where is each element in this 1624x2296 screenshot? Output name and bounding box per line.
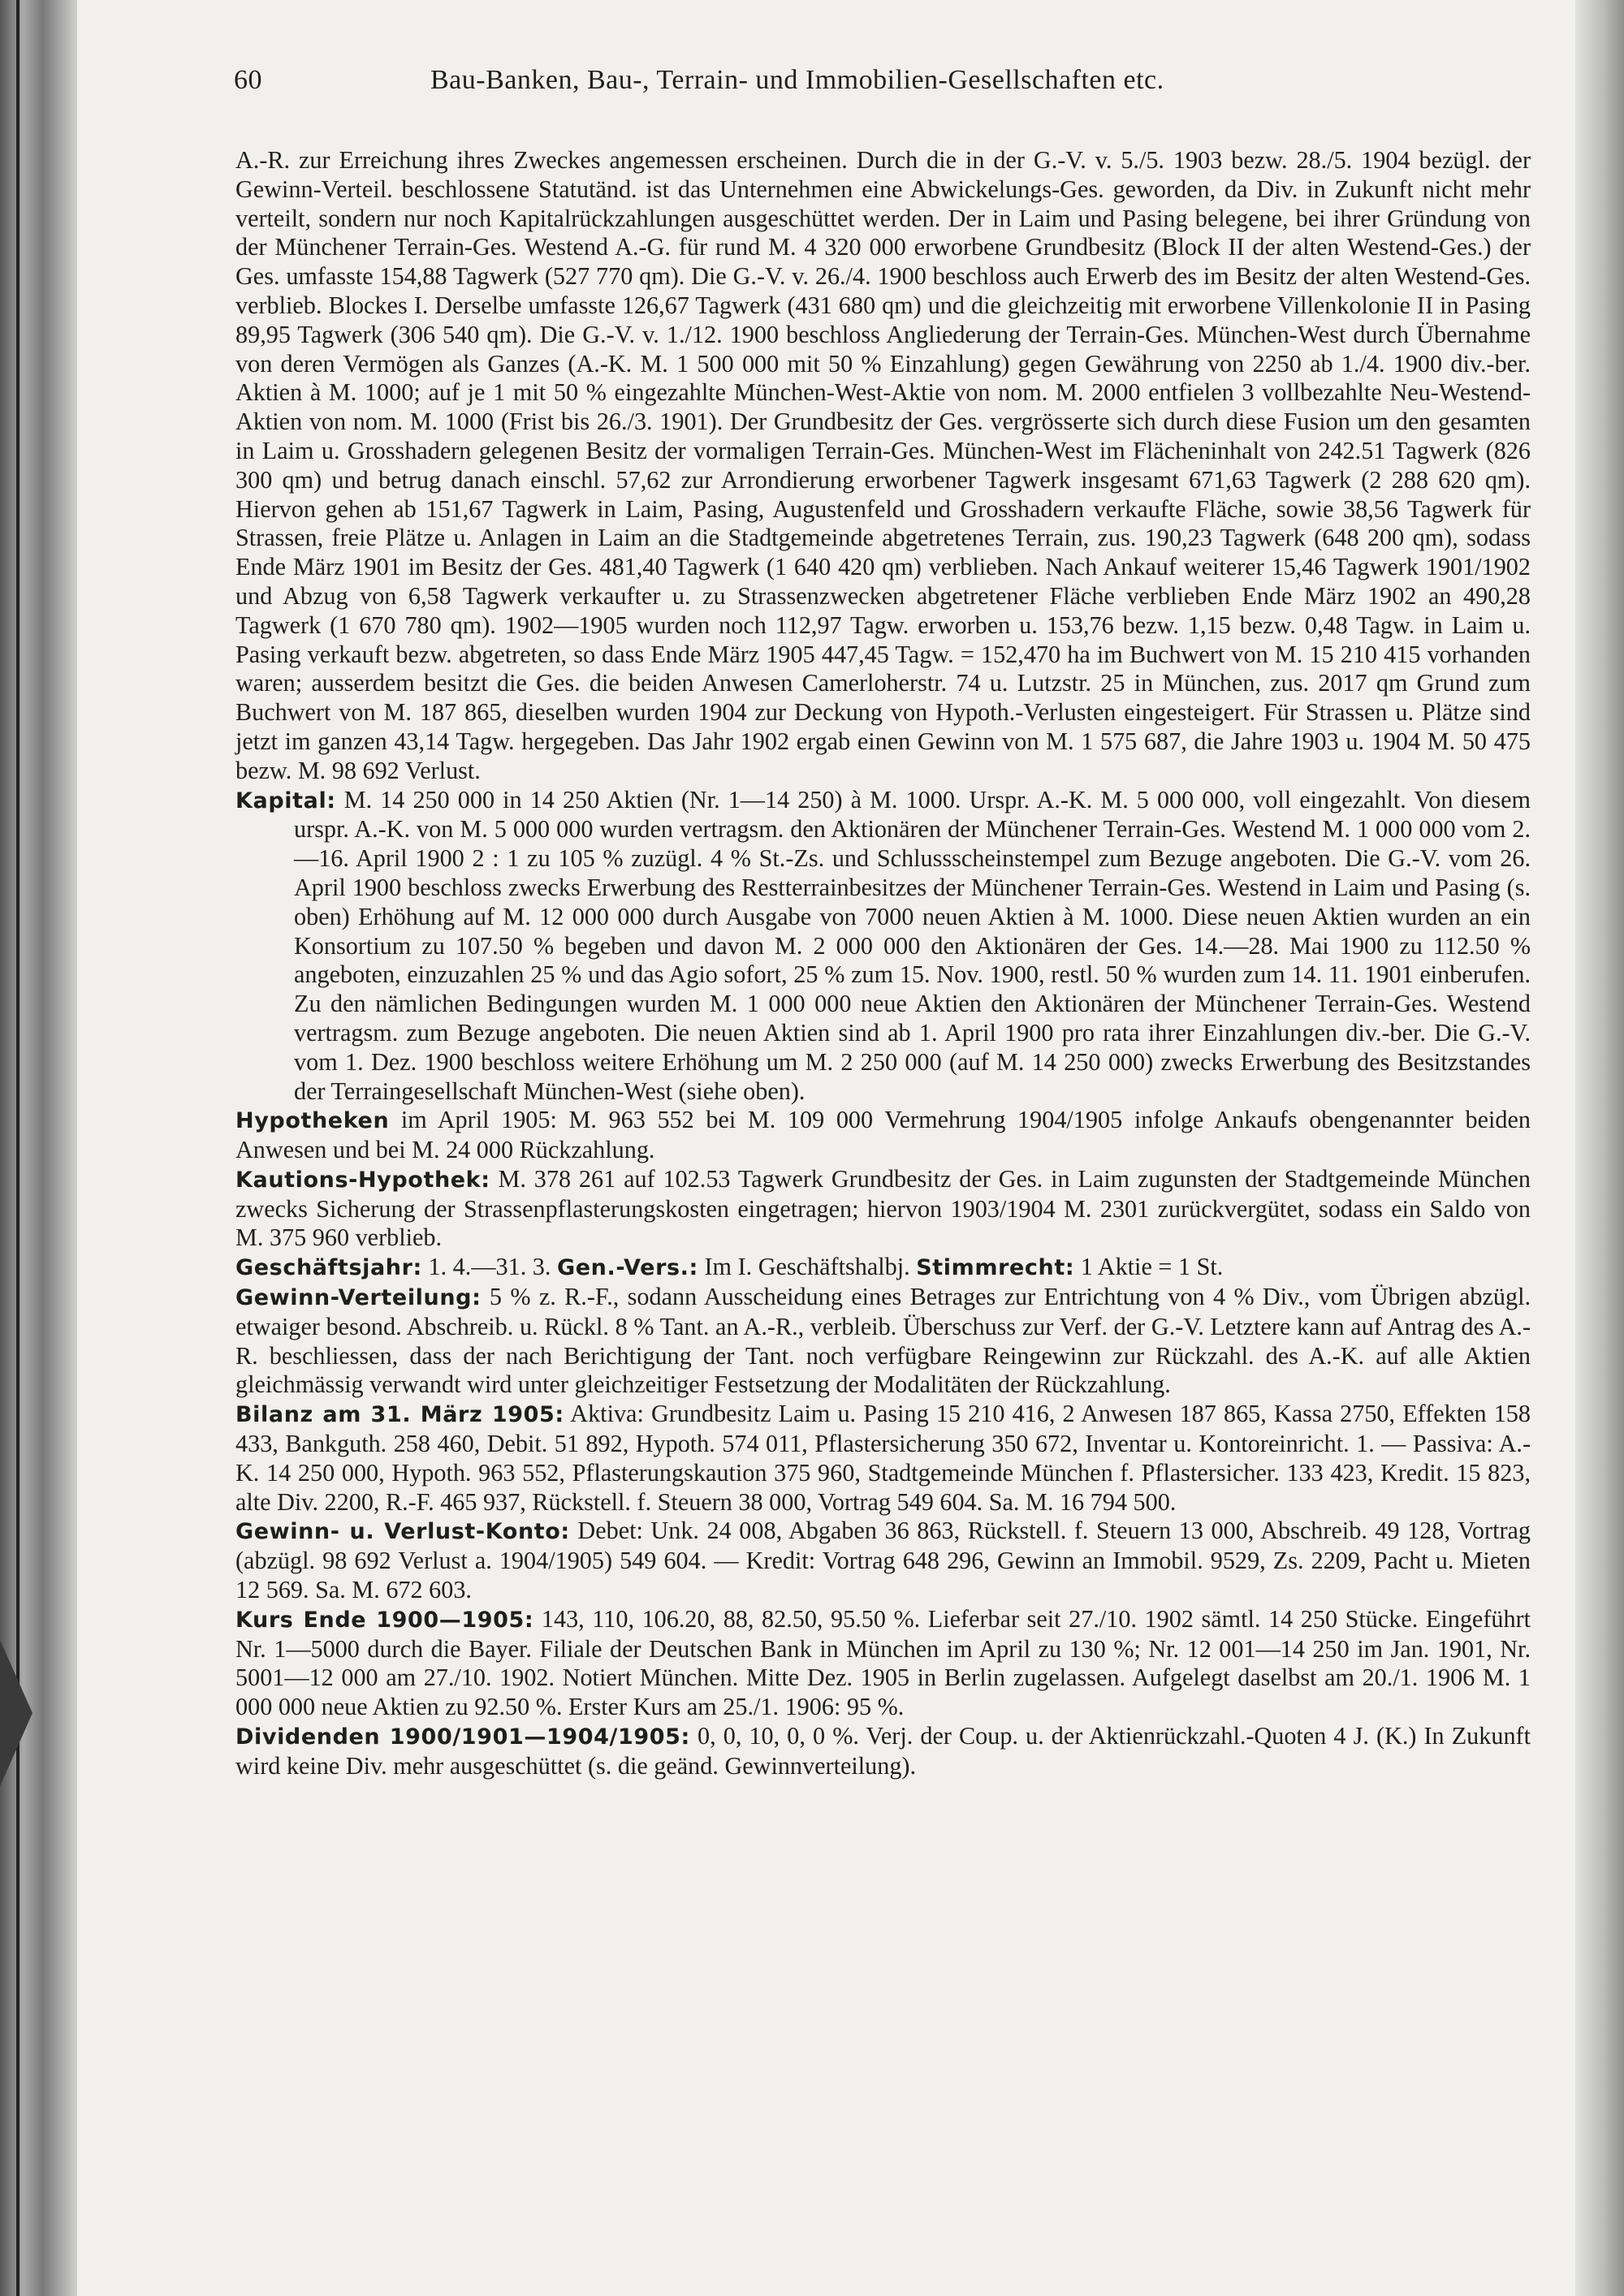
genvers-label: Gen.-Vers.: — [556, 1255, 698, 1281]
page-content — [235, 65, 1531, 1781]
kurs-text: 143, 110, 106.20, 88, 82.50, 95.50 %. Lieferbar seit 27./10. 1902 sämtl. 14 250 Stücke. Eingeführt Nr. 1—5000 durch die Bayer. Filiale der Deutschen Bank in München im April zu 130 %; Nr. 12 001—14 250 im Jan. 1901, Nr. 5001—12 000 am 27./10. 1902. Notiert München. Mitte Dez. 1905 in Berlin zugelassen. Aufgelegt daselbst am 20./1. 1906 M. 1 000 000 neue Aktien zu 92.50 %. Erster Kurs am 25./1. 1906: 95 %. — [235, 1604, 1531, 1721]
gewinn-verteilung-section — [235, 1283, 1531, 1400]
page-marker-tab — [0, 1640, 32, 1786]
kautions-text: M. 378 261 auf 102.53 Tagwerk Grundbesitz der Ges. in Laim zugunsten der Stadtgemeinde München zwecks Sicherung der Strassenpflasterungskosten eingetragen; hiervon 1903/1904 M. 2301 zurückvergütet, sodass ein Saldo von M. 375 960 verblieb. — [235, 1164, 1531, 1252]
genvers-text: Im I. Geschäftshalbj. — [704, 1253, 910, 1281]
geschaeftsjahr-text: 1. 4.—31. 3. — [428, 1253, 551, 1281]
bilanz-section — [235, 1400, 1531, 1517]
book-binding-edge — [0, 0, 77, 2296]
geschaeftsjahr-section — [235, 1253, 1531, 1283]
geschaeftsjahr-label: Geschäftsjahr: — [235, 1255, 422, 1281]
kapital-text: M. 14 250 000 in 14 250 Aktien (Nr. 1—14 250) à M. 1000. Urspr. A.-K. M. 5 000 000, voll eingezahlt. Von diesem urspr. A.-K. von M. 5 000 000 wurden vertragsm. den Aktionären der Münchener Terrain-Ges. Westend M. 1 000 000 vom 2.—16. April 1900 2 : 1 zu 105 % zuzügl. 4 % St.-Zs. und Schlussscheinstempel zum Bezuge angeboten. Die G.-V. vom 26. April 1900 beschloss zwecks Erwerbung des Restterrainbesitzes der Münchener Terrain-Ges. Westend in Laim und Pasing (s. oben) Erhöhung auf M. 12 000 000 durch Ausgabe von 7000 neuen Aktien à M. 1000. Diese neuen Aktien wurden an ein Konsortium zu 107.50 % begeben und davon M. 2 000 000 den Aktionären der Ges. 14.—28. Mai 1900 zu 112.50 % angeboten, einzuzahlen 25 % und das Agio sofort, 25 % zum 15. Nov. 1900, restl. 50 % wurden zum 14. 11. 1901 einberufen. Zu den nämlichen Bedingungen wurden M. 1 000 000 neue Aktien den Aktionären der Münchener Terrain-Ges. Westend vertragsm. zum Bezuge angeboten. Die neuen Aktien sind ab 1. April 1900 pro rata ihrer Einzahlungen div.-ber. Die G.-V. vom 1. Dez. 1900 beschloss weitere Erhöhung um M. 2 250 000 (auf M. 14 250 000) zwecks Erwerbung des Besitzstandes der Terraingesellschaft München-West (siehe oben). — [294, 785, 1531, 1105]
page-right-edge — [1575, 0, 1624, 2296]
stimmrecht-label: Stimmrecht: — [916, 1255, 1075, 1281]
hypotheken-text: im April 1905: M. 963 552 bei M. 109 000 Vermehrung 1904/1905 infolge Ankaufs obengenannter beiden Anwesen und bei M. 24 000 Rückzahlung. — [235, 1106, 1531, 1164]
gewinn-verteilung-label: Gewinn-Verteilung: — [235, 1285, 482, 1311]
kurs-section — [235, 1605, 1531, 1722]
dividenden-label: Dividenden 1900/1901—1904/1905: — [235, 1724, 690, 1750]
kapital-section — [235, 786, 1531, 1107]
stimmrecht-text: 1 Aktie = 1 St. — [1080, 1253, 1224, 1281]
hypotheken-label: Hypotheken — [235, 1108, 390, 1134]
bilanz-text: Aktiva: Grundbesitz Laim u. Pasing 15 210 416, 2 Anwesen 187 865, Kassa 2750, Effekten 158 433, Bankguth. 258 460, Debit. 51 892, Hypoth. 574 011, Pflastersicherung 350 672, Inventar u. Kontoreinricht. 1. — Passiva: A.-K. 14 250 000, Hypoth. 963 552, Pflasterungskaution 375 960, Stadtgemeinde München f. Pflastersicher. 133 423, Kredit. 15 823, alte Div. 2200, R.-F. 465 937, Rückstell. f. Steuern 38 000, Vortrag 549 604. Sa. M. 16 794 500. — [235, 1400, 1531, 1516]
body-text — [235, 146, 1531, 1781]
gewinn-verteilung-text: 5 % z. R.-F., sodann Ausscheidung eines Betrages zur Entrichtung von 4 % Div., vom Übrigen abzügl. etwaiger besond. Abschreib. u. Rückl. 8 % Tant. an A.-R., verbleib. Überschuss zur Verf. der G.-V. Letztere kann auf Antrag des A.-R. beschliessen, dass der nach Berichtigung der Tant. noch verfügbare Reingewinn zur Rückzahl. des A.-K. auf alle Aktien gleichmässig verwandt wird unter gleichzeitiger Festsetzung der Modalitäten der Rückzahlung. — [235, 1283, 1531, 1399]
gewinn-verlust-text: Debet: Unk. 24 008, Abgaben 36 863, Rückstell. f. Steuern 13 000, Abschreib. 49 128, Vortrag (abzügl. 98 692 Verlust a. 1904/1905) 549 604. — Kredit: Vortrag 648 296, Gewinn an Immobil. 9529, Zs. 2209, Pacht u. Mieten 12 569. Sa. M. 672 603. — [235, 1517, 1531, 1604]
hypotheken-section — [235, 1106, 1531, 1165]
intro-paragraph: A.-R. zur Erreichung ihres Zweckes angemessen erscheinen. Durch die in der G.-V. v. 5./5. 1903 bezw. 28./5. 1904 bezügl. der Gewinn-Verteil. beschlossene Statutänd. ist das Unternehmen eine Abwickelungs-Ges. geworden, da Div. in Zukunft nicht mehr verteilt, sondern nur noch Kapitalrückzahlungen ausgeschüttet werden. Der in Laim und Pasing belegene, bei ihrer Gründung von der Münchener Terrain-Ges. Westend A.-G. für rund M. 4 320 000 erworbene Grundbesitz (Block II der alten Westend-Ges.) der Ges. umfasste 154,88 Tagwerk (527 770 qm). Die G.-V. v. 26./4. 1900 beschloss auch Erwerb des im Besitz der alten Westend-Ges. verblieb. Blockes I. Derselbe umfasste 126,67 Tagwerk (431 680 qm) und die gleichzeitig mit erworbene Villenkolonie II in Pasing 89,95 Tagwerk (306 540 qm). Die G.-V. v. 1./12. 1900 beschloss Angliederung der Terrain-Ges. München-West durch Übernahme von deren Vermögen als Ganzes (A.-K. M. 1 500 000 mit 50 % Einzahlung) gegen Gewährung von 2250 ab 1./4. 1900 div.-ber. Aktien à M. 1000; auf je 1 mit 50 % eingezahlte München-West-Aktie von nom. M. 2000 entfielen 3 vollbezahlte Neu-Westend-Aktien von nom. M. 1000 (Frist bis 26./3. 1901). Der Grundbesitz der Ges. vergrösserte sich durch diese Fusion um den gesamten in Laim u. Grosshadern gelegenen Besitz der vormaligen Terrain-Ges. München-West im Flächeninhalt von 242.51 Tagwerk (826 300 qm) und betrug danach einschl. 57,62 zur Arrondierung erworbener Tagwerk insgesamt 671,63 Tagwerk (2 288 620 qm). Hiervon gehen ab 151,67 Tagwerk in Laim, Pasing, Augustenfeld und Grosshadern verkaufte Fläche, sowie 38,56 Tagwerk für Strassen, freie Plätze u. Anlagen in Laim an die Stadtgemeinde abgetretenes Terrain, zus. 190,23 Tagwerk (648 200 qm), sodass Ende März 1901 im Besitz der Ges. 481,40 Tagwerk (1 640 420 qm) verblieben. Nach Ankauf weiterer 15,46 Tagwerk 1901/1902 und Abzug von 6,58 Tagwerk verkaufter u. zu Strassenzwecken abgetretener Fläche verblieben Ende März 1902 an 490,28 Tagwerk (1 670 780 qm). 1902—1905 wurden noch 112,97 Tagw. erworben u. 153,76 bezw. 1,15 bezw. 0,48 Tagw. in Laim u. Pasing verkauft bezw. abgetreten, so dass Ende März 1905 447,45 Tagw. = 152,470 ha im Buchwert von M. 15 210 415 vorhanden waren; ausserdem besitzt die Ges. die beiden Anwesen Camerloherstr. 74 u. Lutzstr. 25 in München, zus. 2017 qm Grund zum Buchwert von M. 187 865, dieselben wurden 1904 zur Deckung von Hypoth.-Verlusten eingesteigert. Für Strassen u. Plätze sind jetzt im ganzen 43,14 Tagw. hergegeben. Das Jahr 1902 ergab einen Gewinn von M. 1 575 687, die Jahre 1903 u. 1904 M. 50 475 bezw. M. 98 692 Verlust. — [235, 146, 1531, 784]
kautions-label: Kautions-Hypothek: — [235, 1167, 490, 1193]
gewinn-verlust-section — [235, 1517, 1531, 1604]
page-header — [235, 65, 1531, 122]
dividenden-section — [235, 1722, 1531, 1781]
kautions-section — [235, 1165, 1531, 1253]
running-head: Bau-Banken, Bau-, Terrain- und Immobilien-Gesellschaften etc. — [430, 65, 1164, 95]
kapital-label: Kapital: — [235, 788, 336, 814]
dividenden-text: 0, 0, 10, 0, 0 %. Verj. der Coup. u. der Aktienrückzahl.-Quoten 4 J. (K.) In Zukunft wird keine Div. mehr ausgeschüttet (s. die geänd. Gewinnverteilung). — [235, 1722, 1531, 1780]
bilanz-label: Bilanz am 31. März 1905: — [235, 1402, 564, 1428]
gewinn-verlust-label: Gewinn- u. Verlust-Konto: — [235, 1519, 570, 1545]
kurs-label: Kurs Ende 1900—1905: — [235, 1607, 534, 1633]
binding-line — [16, 0, 19, 2296]
page-number: 60 — [234, 65, 262, 95]
